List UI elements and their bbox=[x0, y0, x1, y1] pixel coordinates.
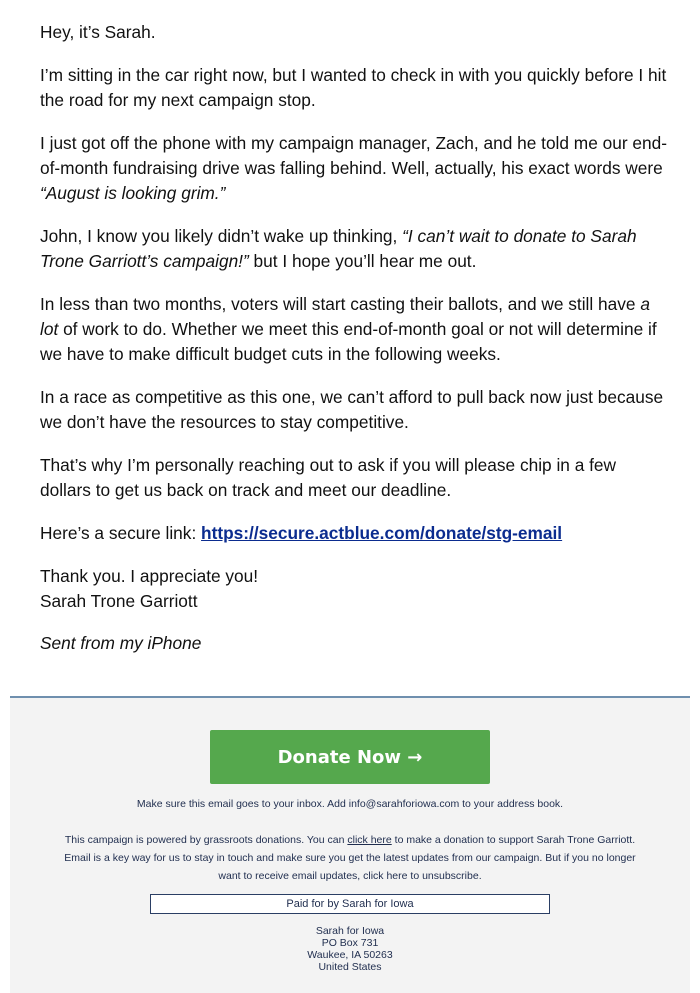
paragraph-chip-in: That’s why I’m personally reaching out to ask if you will please chip in a few dollars to get us back on track and meet our deadline. bbox=[40, 455, 617, 500]
address-po-box: PO Box 731 bbox=[321, 937, 379, 949]
paragraph-ballots-end: of work to do. Whether we meet this end-of-month goal or not will determine if we have to make difficult budget cuts in the following weeks. bbox=[40, 319, 657, 364]
signature: Sarah Trone Garriott bbox=[40, 591, 198, 611]
paid-for-disclaimer: Paid for by Sarah for Iowa bbox=[150, 894, 550, 914]
address-org: Sarah for Iowa bbox=[315, 925, 385, 937]
paragraph-ballots-start: In less than two months, voters will start casting their ballots, and we still have bbox=[40, 294, 641, 314]
paragraph-ballots bbox=[40, 292, 670, 367]
email-note-line-1: Email is a key way for us to stay in touch and make sure you get the latest updates from our campaign. But if you no longer bbox=[64, 852, 636, 864]
donate-now-button[interactable]: Donate Now → bbox=[210, 730, 490, 784]
secure-link-prefix: Here’s a secure link: bbox=[40, 523, 202, 543]
powered-note-start: This campaign is powered by grassroots donations. You can bbox=[64, 834, 348, 846]
paragraph-secure-link bbox=[40, 521, 670, 546]
address-city: Waukee, IA 50263 bbox=[307, 949, 393, 961]
paragraph-competitive: In a race as competitive as this one, we can’t afford to pull back now just because we don’t have the resources to stay competitive. bbox=[40, 387, 664, 432]
greeting: Hey, it’s Sarah. bbox=[40, 22, 156, 42]
address-country: United States bbox=[318, 961, 382, 973]
paragraph-hear-out-start: John, I know you likely didn’t wake up thinking, bbox=[40, 226, 403, 246]
unsubscribe-note[interactable]: want to receive email updates, click here to unsubscribe. bbox=[218, 870, 482, 882]
donate-link[interactable]: https://secure.actblue.com/donate/stg-email bbox=[201, 523, 563, 543]
paragraph-manager bbox=[40, 131, 670, 206]
email-footer bbox=[10, 696, 690, 993]
paragraph-manager-text: I just got off the phone with my campaign manager, Zach, and he told me our end-of-month fundraising drive was falling behind. Well, actually, his exact words were bbox=[40, 133, 667, 178]
paragraph-hear-out-end: but I hope you’ll hear me out. bbox=[248, 251, 477, 271]
powered-note bbox=[10, 831, 690, 849]
sent-from: Sent from my iPhone bbox=[40, 633, 202, 653]
donate-quote: “I can’t wait to donate to Sarah Trone Garriott’s campaign!” bbox=[40, 226, 637, 271]
grim-quote: “August is looking grim.” bbox=[40, 183, 226, 203]
sent-from-line bbox=[40, 631, 670, 656]
mailing-address bbox=[10, 925, 690, 973]
paragraph-car: I’m sitting in the car right now, but I wanted to check in with you quickly before I hit the road for my next campaign stop. bbox=[40, 65, 667, 110]
paragraph-hear-out bbox=[40, 224, 670, 274]
inbox-note: Make sure this email goes to your inbox. Add info@sarahforiowa.com to your address book. bbox=[136, 798, 564, 810]
click-here-donate-link[interactable]: click here bbox=[347, 834, 392, 846]
sign-off bbox=[40, 564, 670, 614]
thanks-line: Thank you. I appreciate you! bbox=[40, 566, 259, 586]
powered-note-end: to make a donation to support Sarah Trone Garriott. bbox=[391, 834, 636, 846]
a-lot-emphasis: a lot bbox=[40, 294, 650, 339]
email-body bbox=[40, 20, 670, 674]
